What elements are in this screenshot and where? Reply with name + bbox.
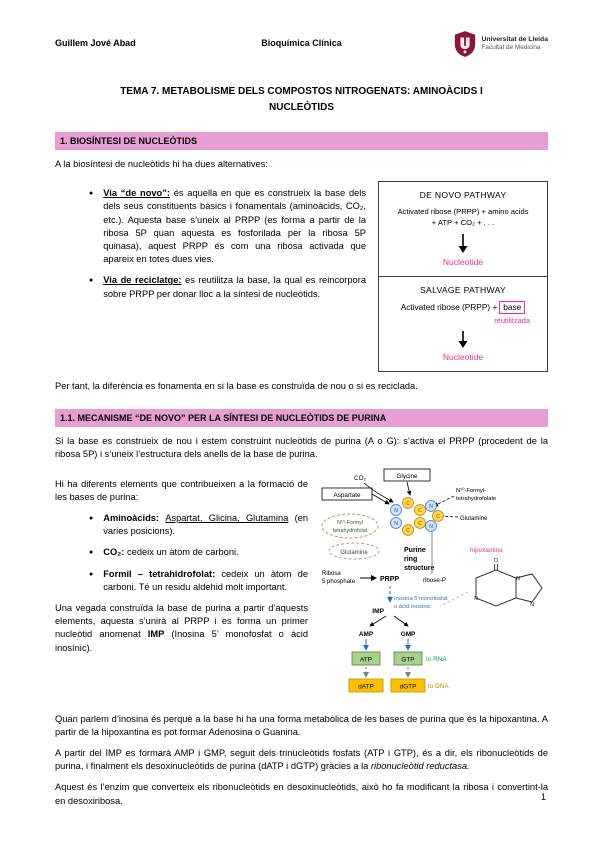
imp-caption-line2: o àcid inosínic (394, 603, 431, 610)
section-1-text-column (55, 179, 366, 309)
purine-ring (391, 497, 444, 535)
pathway-figure (378, 181, 548, 372)
aspartate-label: Aspartate (333, 491, 361, 499)
ribosa-5p-label-line1: Ribosa (322, 570, 341, 577)
formyl-thf-oval (322, 514, 378, 538)
ntp-to-dntp-arrows (366, 667, 408, 677)
list-item (89, 274, 366, 300)
nitrogen-atom-label: N (394, 520, 398, 527)
bullet-body: es reutilitza la base, la qual es reincorpora sobre PRPP per donar lloc a la síntesi de nucleòtids. (103, 275, 366, 299)
university-logo-text (482, 35, 548, 53)
purine-caption-line2: ring (404, 555, 418, 563)
paragraph: Aquest és l’enzim que converteix els ribonucleòtids en desoxinucleòtids, això ho fa modificant la ribosa i convertint-la en desoxiribosa. (55, 782, 548, 806)
oval-formyl-line2: tetrahydrofolat (332, 527, 368, 534)
page-header (55, 30, 548, 58)
list-item (89, 512, 308, 538)
para3-a: Una vegada construïda la base de purina a partir d’aquests elements, aquesta s’unirà al PRPP i es forma un primer nucleòtid anomenat (55, 603, 308, 640)
to-dna-label: to DNA (428, 682, 449, 690)
header-right (342, 30, 548, 58)
para3-imp: IMP (147, 629, 165, 640)
list-item (89, 568, 308, 594)
paragraph: Si la base es construeix de nou i estem construint nucleòtids de purina (A o G): s’activa el PRPP (procedent de la ribosa 5P) i s’uneix l’estructura dels anells de la base de purina. (55, 436, 548, 460)
document-title: TEMA 7. METABOLISME DELS COMPOSTOS NITROGENATS: AMINOÀCIDS I NUCLEÒTIDS (120, 86, 483, 113)
list-item (89, 187, 366, 266)
prpp-label: PRPP (380, 575, 400, 583)
purine-synthesis-diagram (320, 466, 548, 705)
datp-label: dATP (358, 683, 374, 691)
faculty-name: Facultat de Medicina (481, 44, 541, 52)
salvage-product: Nucleotide (442, 352, 484, 363)
bullet-lead: CO₂: (103, 547, 125, 558)
atp-label: ATP (360, 656, 372, 664)
author-name: Guillem Jové Abad (55, 38, 136, 48)
university-logo (453, 30, 548, 58)
nitrogen-atom-label: N (530, 601, 534, 608)
bullet-body: és aquella en que es construeix la base dels dels seus constituents bàsics i fonamentals (aminoàcids, CO₂, etc.). Aquesta base s’uneix al PRPP (es forma a partir de la ribosa 5P quan aquesta es fosforilada per la ribosa 5P quinasa), aquest PRPP és com una ribosa activada que apareix en totes dues vies. (103, 188, 366, 265)
para5-enzyme: ribonucleòtid reductasa. (370, 761, 470, 772)
section-1-heading: 1. BIOSÍNTESI DE NUCLEÒTIDS (55, 132, 548, 150)
bullet-body: cedeix un àtom de carboni. Té un residu aldehid molt important. (103, 568, 308, 592)
imp-label: IMP (372, 607, 384, 615)
formyl-thf-label-line2: tetrahydrofolate (456, 495, 497, 502)
bullet-lead: Via “de novo”: (103, 188, 170, 199)
dgtp-label: dGTP (399, 683, 417, 691)
bullet-text (103, 187, 366, 266)
course-title: Bioquímica Clínica (261, 38, 342, 48)
alternatives-list (55, 187, 366, 301)
purine-caption-line1: Purine (404, 546, 426, 554)
de-novo-line1: Activated ribose (PRPP) + amino acids (397, 207, 529, 217)
carbon-atom-label: C (418, 520, 422, 527)
section-1-1-heading: 1.1. MECANISME “DE NOVO” PER LA SÍNTESI DE NUCLEÒTIDS DE PURINA (55, 409, 548, 427)
down-arrow-icon (457, 331, 469, 349)
bullet-marker-icon: ● (89, 514, 94, 522)
bullet-marker-icon: ● (89, 190, 94, 198)
bullet-text (103, 546, 238, 559)
carbon-atom-label: C (406, 500, 410, 507)
paragraph: Hi ha diferents elements que contribueixen a la formació de les bases de purina: (55, 478, 308, 502)
bullet-underlined: Aspartat, Glicina, Glutamina (165, 512, 289, 523)
de-novo-line2: + ATP + CO₂ + . . . (431, 217, 495, 227)
de-novo-product: Nucleotide (442, 257, 484, 268)
hypoxanthine-structure (474, 558, 542, 608)
nitrogen-atom-label: N (429, 503, 433, 510)
imp-caption-line1: Inosina 5’monofosfat (394, 595, 448, 602)
section-1-content (55, 179, 548, 372)
purine-elements-list (55, 512, 308, 594)
nitrogen-atom-label: N (474, 595, 478, 602)
bullet-text (103, 568, 308, 594)
de-novo-title: DE NOVO PATHWAY (419, 190, 507, 201)
carbon-atom-label: C (418, 507, 422, 514)
bullet-marker-icon: ● (89, 549, 94, 557)
para5-a: A partir del IMP es formarà AMP i GMP, seguit dels trinucleòtids fosfats (ATP i GTP), és a dir, els ribonucleòtids de purina, i finalment els desoxinucleòtids de purina (dATP i dGTP) gràcies a la (55, 747, 548, 772)
nitrogen-atom-label: N (394, 507, 398, 514)
formyl-thf-label-line1: N¹⁰-Formyl- (456, 487, 487, 494)
oval-formyl-line1: N¹⁰-Formyl (336, 519, 364, 526)
page-number: 1 (540, 792, 546, 802)
down-arrow-icon (457, 234, 469, 254)
base-chip: base (499, 301, 525, 314)
bullet-body: cedeix un àtom de carboni. (124, 547, 239, 558)
paragraph: Quan parlem d’inosina és perquè a la base hi ha una forma metabòlica de les bases de purina que és la hipoxantina. A partir de la hipoxantina es pot formar Adenosina o Guanina. (55, 713, 548, 737)
bullet-body: (en varies posicions). (103, 512, 309, 537)
purine-caption-line3: structure (404, 564, 435, 572)
section-1-1-content (55, 470, 548, 705)
nmp-to-ntp-arrows (366, 639, 408, 650)
salvage-title: SALVAGE PATHWAY (420, 285, 506, 296)
salvage-line (384, 302, 542, 314)
gmp-label: GMP (400, 630, 416, 638)
bullet-lead: Formil – tetrahidrofolat: (103, 568, 216, 579)
section-1-intro: A la biosíntesi de nucleòtids hi ha dues alternatives: (55, 159, 268, 169)
co2-label: CO₂ (354, 474, 366, 482)
salvage-pathway-panel (379, 276, 547, 371)
paragraph (55, 747, 548, 773)
gtp-label: GTP (401, 656, 415, 664)
carbon-atom-label: C (436, 513, 440, 520)
para3-c: (Inosina 5’ monofosfat o àcid inosínic). (55, 629, 309, 653)
de-novo-pathway-panel (379, 182, 547, 276)
glycine-label: Glycine (396, 472, 418, 480)
ribosa-5p-label-line2: 5 phosphate (322, 578, 356, 585)
bullet-text (103, 274, 366, 300)
hipoxantina-label: hipoxantina (470, 546, 503, 554)
university-crest-icon (453, 30, 477, 58)
bullet-lead: Via de reciclatge: (103, 275, 182, 286)
purine-diagram-svg (320, 466, 548, 700)
imp-branch-arrows (370, 616, 408, 626)
carbon-atom-label: C (406, 527, 410, 534)
ribose-p-label: ribose-P (423, 576, 447, 584)
glutamine-right-label: Glutamine (460, 515, 488, 522)
university-name: Universitat de Lleida (481, 36, 548, 44)
paragraph (55, 602, 308, 655)
list-item (89, 546, 308, 559)
amp-label: AMP (358, 630, 374, 638)
bullet-marker-icon: ● (89, 277, 94, 285)
reused-note: reutilitzada (494, 316, 530, 326)
nitrogen-atom-label: N (429, 523, 433, 530)
oval-glutamine-label: Glutamine (340, 549, 368, 556)
bullet-marker-icon: ● (89, 570, 94, 578)
bullet-lead: Aminoàcids: (103, 512, 166, 523)
section-1-1-text-column (55, 470, 308, 663)
to-rna-label: to RNA (426, 655, 447, 663)
oxygen-atom-label: O (494, 557, 498, 564)
salvage-line-text: Activated ribose (PRPP) + (400, 302, 498, 313)
nitrogen-atom-label: N (516, 575, 520, 582)
bullet-text (103, 512, 308, 538)
section-1-conclusion: Per tant, la diferència es fonamenta en si la base es construïda de nou o si es reciclada. (55, 381, 418, 392)
